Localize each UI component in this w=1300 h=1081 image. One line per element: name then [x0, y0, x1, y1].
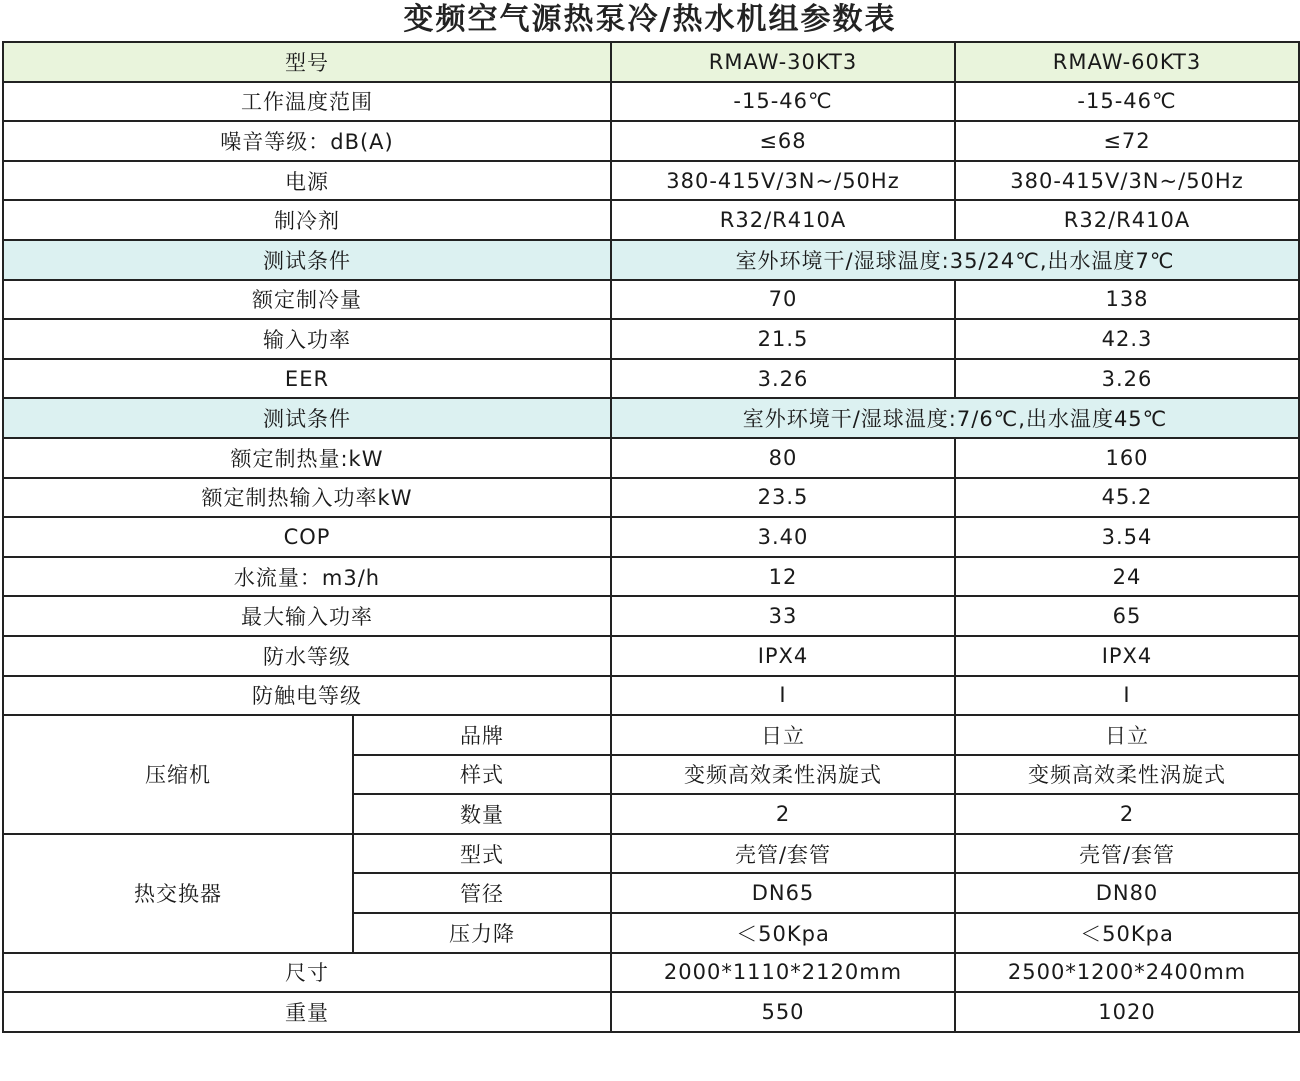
table-row — [3, 953, 1299, 993]
row-value: -15-46℃ — [611, 82, 955, 122]
sub-label: 品牌 — [353, 715, 611, 755]
table-row — [3, 121, 1299, 161]
row-value: 日立 — [611, 715, 955, 755]
row-value: 42.3 — [955, 319, 1299, 359]
condition-text: 室外环境干/湿球温度:7/6℃,出水温度45℃ — [611, 398, 1299, 438]
row-value: 65 — [955, 596, 1299, 636]
row-value: 3.54 — [955, 517, 1299, 557]
row-value: 壳管/套管 — [611, 834, 955, 874]
row-value: DN80 — [955, 873, 1299, 913]
model-1: RMAW-30KT3 — [611, 42, 955, 82]
row-value: 日立 — [955, 715, 1299, 755]
row-value: 1020 — [955, 992, 1299, 1032]
table-row — [3, 992, 1299, 1032]
sub-label: 数量 — [353, 794, 611, 834]
row-label: 最大输入功率 — [3, 596, 611, 636]
row-label: COP — [3, 517, 611, 557]
row-label: 防触电等级 — [3, 676, 611, 716]
table-row — [3, 636, 1299, 676]
table-row — [3, 161, 1299, 201]
row-label: 尺寸 — [3, 953, 611, 993]
condition-label: 测试条件 — [3, 398, 611, 438]
header-row — [3, 42, 1299, 82]
row-value: 2 — [955, 794, 1299, 834]
sub-label: 压力降 — [353, 913, 611, 953]
row-value: 80 — [611, 438, 955, 478]
table-row — [3, 280, 1299, 320]
row-value: -15-46℃ — [955, 82, 1299, 122]
row-value: 2500*1200*2400mm — [955, 953, 1299, 993]
row-label: 额定制热输入功率kW — [3, 478, 611, 518]
table-row — [3, 200, 1299, 240]
row-value: ＜50Kpa — [955, 913, 1299, 953]
row-value: Ⅰ — [611, 676, 955, 716]
table-row — [3, 82, 1299, 122]
table-row — [3, 715, 1299, 755]
row-value: 3.40 — [611, 517, 955, 557]
model-2: RMAW-60KT3 — [955, 42, 1299, 82]
row-value: 33 — [611, 596, 955, 636]
row-value: 21.5 — [611, 319, 955, 359]
row-value: 24 — [955, 557, 1299, 597]
row-value: 2 — [611, 794, 955, 834]
row-value: 138 — [955, 280, 1299, 320]
row-label: 噪音等级：dB(A) — [3, 121, 611, 161]
row-value: ≤72 — [955, 121, 1299, 161]
row-value: 160 — [955, 438, 1299, 478]
table-row — [3, 478, 1299, 518]
compressor-group-label: 压缩机 — [3, 715, 353, 834]
row-value: Ⅰ — [955, 676, 1299, 716]
cooling-condition-row — [3, 240, 1299, 280]
sub-label: 样式 — [353, 755, 611, 795]
table-row — [3, 359, 1299, 399]
row-label: 防水等级 — [3, 636, 611, 676]
sub-label: 管径 — [353, 873, 611, 913]
condition-text: 室外环境干/湿球温度:35/24℃,出水温度7℃ — [611, 240, 1299, 280]
model-label: 型号 — [3, 42, 611, 82]
row-value: 3.26 — [611, 359, 955, 399]
table-row — [3, 557, 1299, 597]
row-value: 550 — [611, 992, 955, 1032]
row-label: 制冷剂 — [3, 200, 611, 240]
row-value: 壳管/套管 — [955, 834, 1299, 874]
table-row — [3, 596, 1299, 636]
row-value: ≤68 — [611, 121, 955, 161]
row-value: 3.26 — [955, 359, 1299, 399]
condition-label: 测试条件 — [3, 240, 611, 280]
row-label: 输入功率 — [3, 319, 611, 359]
row-value: 45.2 — [955, 478, 1299, 518]
row-value: 380-415V/3N~/50Hz — [611, 161, 955, 201]
row-label: 额定制热量:kW — [3, 438, 611, 478]
row-label: 工作温度范围 — [3, 82, 611, 122]
row-label: 重量 — [3, 992, 611, 1032]
row-value: 380-415V/3N~/50Hz — [955, 161, 1299, 201]
row-value: IPX4 — [611, 636, 955, 676]
row-value: 变频高效柔性涡旋式 — [955, 755, 1299, 795]
table-row — [3, 319, 1299, 359]
row-value: R32/R410A — [955, 200, 1299, 240]
row-label: EER — [3, 359, 611, 399]
row-value: 12 — [611, 557, 955, 597]
sub-label: 型式 — [353, 834, 611, 874]
spec-table — [2, 41, 1300, 1033]
row-value: 23.5 — [611, 478, 955, 518]
table-row — [3, 438, 1299, 478]
heating-condition-row — [3, 398, 1299, 438]
row-value: 70 — [611, 280, 955, 320]
row-label: 电源 — [3, 161, 611, 201]
row-value: 变频高效柔性涡旋式 — [611, 755, 955, 795]
table-row — [3, 676, 1299, 716]
table-row — [3, 517, 1299, 557]
row-value: 2000*1110*2120mm — [611, 953, 955, 993]
table-title: 变频空气源热泵冷/热水机组参数表 — [403, 2, 897, 37]
row-value: DN65 — [611, 873, 955, 913]
row-label: 额定制冷量 — [3, 280, 611, 320]
row-label: 水流量：m3/h — [3, 557, 611, 597]
row-value: R32/R410A — [611, 200, 955, 240]
table-row — [3, 834, 1299, 874]
heat-exchanger-group-label: 热交换器 — [3, 834, 353, 953]
row-value: IPX4 — [955, 636, 1299, 676]
row-value: ＜50Kpa — [611, 913, 955, 953]
